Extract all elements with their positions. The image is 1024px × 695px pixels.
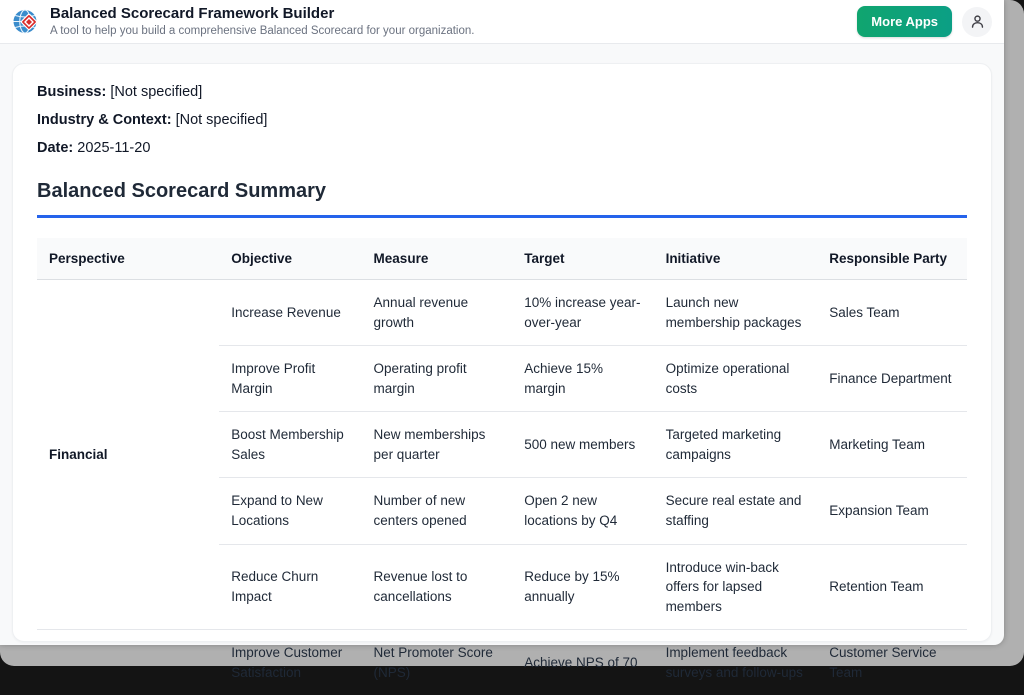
business-label: Business: [37,84,107,100]
cell-initiative: Optimize operational costs [654,346,818,412]
scorecard-table [37,238,967,695]
date-value: 2025-11-20 [77,140,151,156]
perspective-cell-next [37,630,219,695]
cell-initiative: Targeted marketing campaigns [654,412,818,478]
cell-initiative: Introduce win-back offers for lapsed members [654,544,818,630]
col-target: Target [512,238,653,280]
cell-objective: Improve Profit Margin [219,346,361,412]
table-header-row [37,238,967,280]
date-label: Date: [37,140,74,156]
cell-initiative: Launch new membership packages [665,295,802,330]
title-block [50,5,474,38]
content-card [12,63,992,680]
cell-target: 500 new members [512,412,653,478]
app-logo-icon [12,8,40,36]
cell-target: Achieve 15% margin [512,346,653,412]
person-icon [969,13,986,30]
table-row [37,630,967,695]
cell-responsible: Customer Service Team [817,630,967,695]
app-title: Balanced Scorecard Framework Builder [50,4,335,22]
industry-line [37,112,967,128]
cell-target: 10% increase year-over-year [524,295,641,330]
cell-responsible: Marketing Team [817,412,967,478]
perspective-cell-financial: Financial [49,446,108,462]
cell-target: Open 2 new locations by Q4 [512,478,653,544]
business-value: [Not specified] [110,84,203,100]
col-responsible: Responsible Party [817,238,967,280]
cell-measure: Net Promoter Score (NPS) [362,630,513,695]
cell-responsible: Retention Team [817,544,967,630]
user-avatar-button[interactable] [962,7,992,37]
industry-label: Industry & Context: [37,112,172,128]
summary-heading: Balanced Scorecard Summary [37,180,967,218]
cell-objective: Reduce Churn Impact [219,544,361,630]
cell-responsible: Finance Department [817,346,967,412]
cell-initiative: Secure real estate and staffing [654,478,818,544]
cell-initiative: Implement feedback surveys and follow-ups [654,630,818,695]
app-header [0,0,1004,44]
app-subtitle: A tool to help you build a comprehensive Balanced Scorecard for your organization. [50,24,475,37]
cell-measure: Number of new centers opened [362,478,513,544]
col-initiative: Initiative [654,238,818,280]
more-apps-button[interactable]: More Apps [857,6,952,37]
date-line [37,140,967,156]
col-objective: Objective [219,238,361,280]
cell-responsible: Expansion Team [817,478,967,544]
cell-objective: Increase Revenue [231,304,341,320]
industry-value: [Not specified] [175,112,268,128]
col-measure: Measure [362,238,513,280]
business-line [37,84,967,100]
cell-measure: Revenue lost to cancellations [362,544,513,630]
cell-target: Reduce by 15% annually [512,544,653,630]
cell-measure: Operating profit margin [362,346,513,412]
cell-objective: Expand to New Locations [219,478,361,544]
cell-measure: New memberships per quarter [362,412,513,478]
cell-objective: Boost Membership Sales [219,412,361,478]
cell-target: Achieve NPS of 70 [512,630,653,695]
col-perspective: Perspective [37,238,219,280]
cell-measure: Annual revenue growth [373,295,469,330]
cell-objective: Improve Customer Satisfaction [219,630,361,695]
table-row [37,280,967,346]
cell-responsible: Sales Team [829,304,900,320]
